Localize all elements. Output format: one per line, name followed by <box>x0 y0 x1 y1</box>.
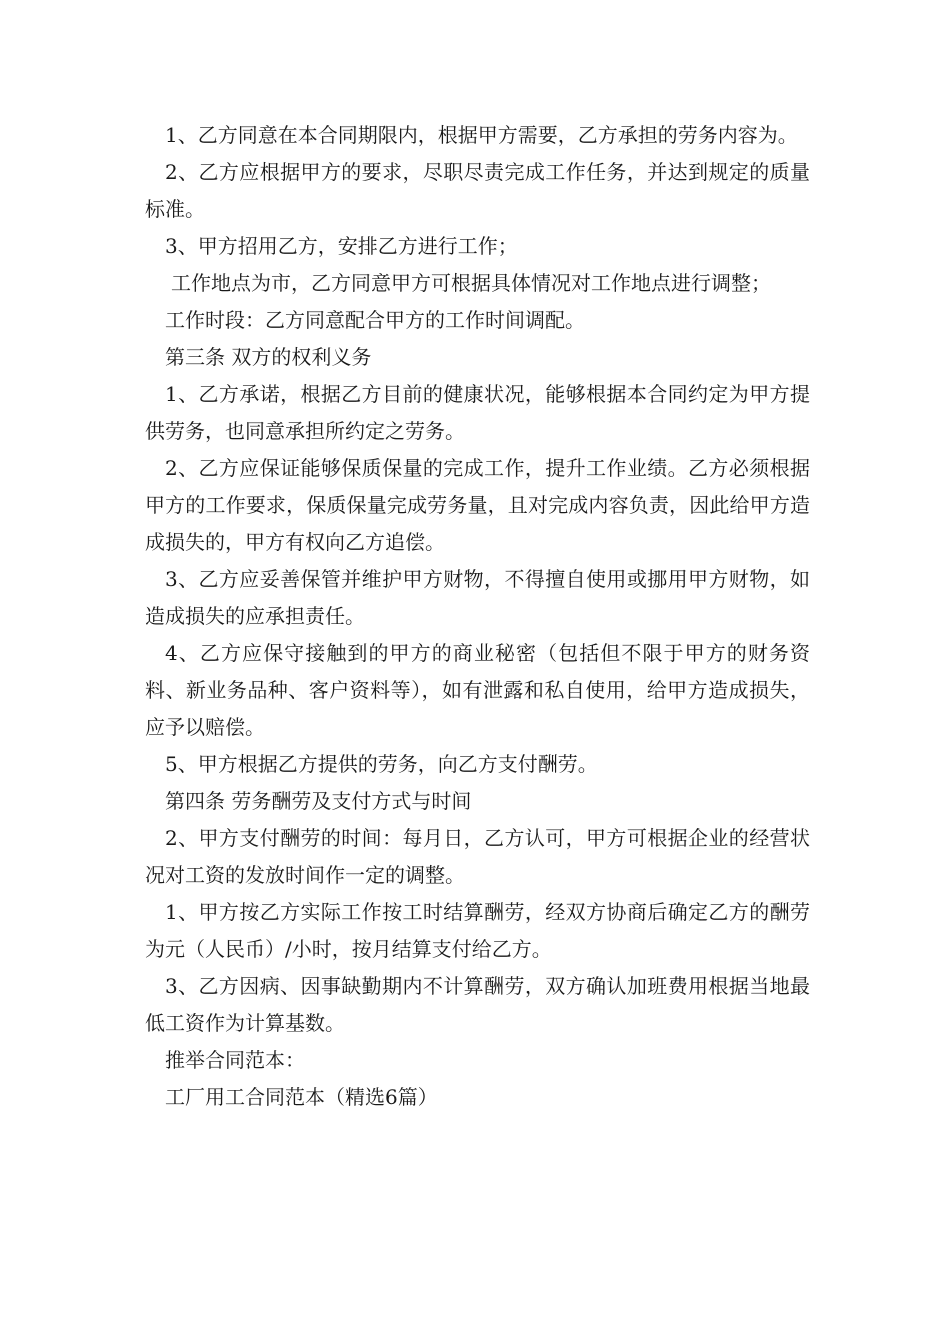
paragraph: 2、乙方应根据甲方的要求，尽职尽责完成工作任务，并达到规定的质量标准。 <box>145 160 810 221</box>
document-body <box>145 117 810 1116</box>
paragraph: 3、甲方招用乙方，安排乙方进行工作； <box>165 234 518 258</box>
paragraph: 4、乙方应保守接触到的甲方的商业秘密（包括但不限于甲方的财务资料、新业务品种、客户资料等），如有泄露和私自使用，给甲方造成损失，应予以赔偿。 <box>145 641 810 739</box>
paragraph: 工作地点为市，乙方同意甲方可根据具体情况对工作地点进行调整； <box>171 271 771 295</box>
paragraph: 1、乙方承诺，根据乙方目前的健康状况，能够根据本合同约定为甲方提供劳务，也同意承担所约定之劳务。 <box>145 382 810 443</box>
paragraph: 1、乙方同意在本合同期限内，根据甲方需要，乙方承担的劳务内容为。 <box>165 123 798 147</box>
paragraph: 工厂用工合同范本（精选6篇） <box>165 1085 438 1109</box>
section-heading: 第四条 劳务酬劳及支付方式与时间 <box>165 789 472 813</box>
paragraph: 1、甲方按乙方实际工作按工时结算酬劳，经双方协商后确定乙方的酬劳为元（人民币）/小时，按月结算支付给乙方。 <box>145 900 810 961</box>
paragraph: 2、甲方支付酬劳的时间：每月日，乙方认可，甲方可根据企业的经营状况对工资的发放时间作一定的调整。 <box>145 826 810 887</box>
paragraph: 推举合同范本： <box>165 1048 305 1072</box>
section-heading: 第三条 双方的权利义务 <box>165 345 372 369</box>
paragraph: 3、乙方应妥善保管并维护甲方财物，不得擅自使用或挪用甲方财物，如造成损失的应承担责任。 <box>145 567 810 628</box>
paragraph: 3、乙方因病、因事缺勤期内不计算酬劳，双方确认加班费用根据当地最低工资作为计算基数。 <box>145 974 810 1035</box>
paragraph: 工作时段：乙方同意配合甲方的工作时间调配。 <box>165 308 585 332</box>
paragraph: 2、乙方应保证能够保质保量的完成工作，提升工作业绩。乙方必须根据甲方的工作要求，保质保量完成劳务量，且对完成内容负责，因此给甲方造成损失的，甲方有权向乙方追偿。 <box>145 456 810 554</box>
paragraph: 5、甲方根据乙方提供的劳务，向乙方支付酬劳。 <box>165 752 598 776</box>
